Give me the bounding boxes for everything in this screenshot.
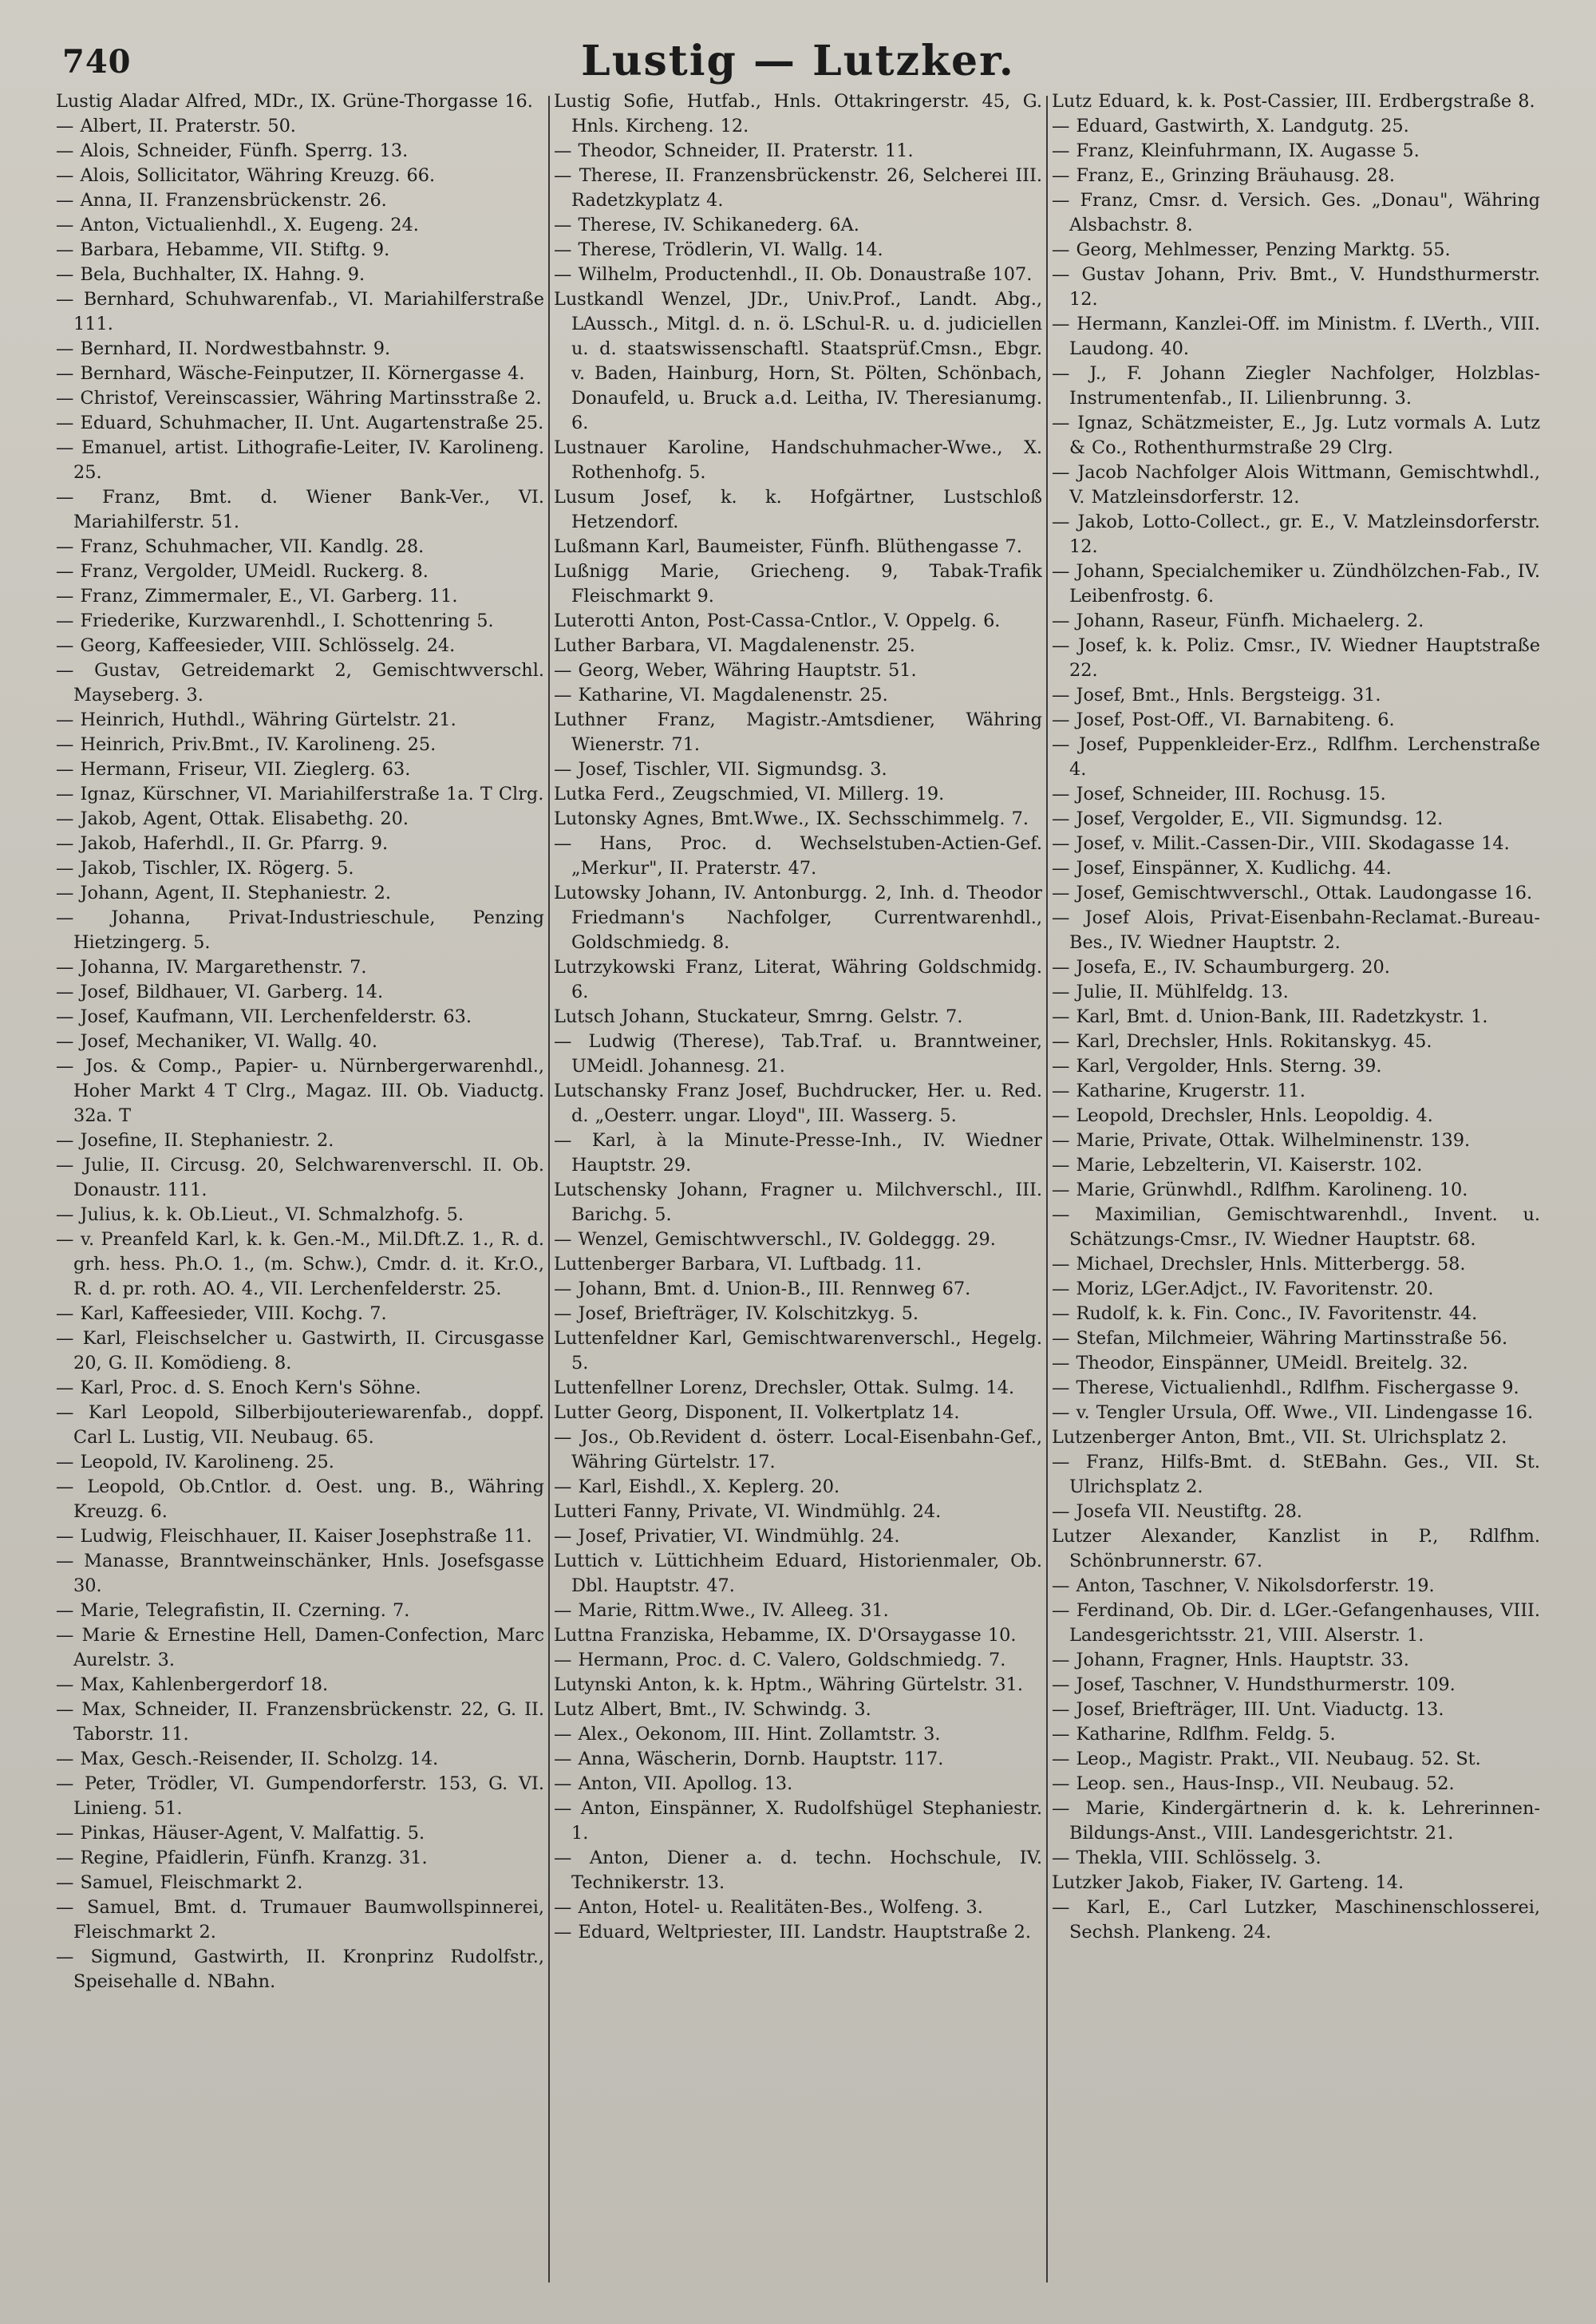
directory-entry: — Samuel, Fleischmarkt 2.	[56, 1872, 303, 1893]
directory-entry: — Johann, Specialchemiker u. Zündhölzchen-Fab., IV. Leibenfrostg. 6.	[1052, 561, 1540, 607]
directory-entry: — Regine, Pfaidlerin, Fünfh. Kranzg. 31.	[56, 1848, 428, 1868]
column-right	[1052, 89, 1540, 2292]
directory-entry: — Marie, Lebzelterin, VI. Kaiserstr. 102.	[1052, 1155, 1423, 1176]
directory-entry: Lutz Albert, Bmt., IV. Schwindg. 3.	[554, 1699, 871, 1720]
directory-entry: Lutzer Alexander, Kanzlist in P., Rdlfhm. Schönbrunnerstr. 67.	[1052, 1526, 1540, 1571]
directory-entry: — Eduard, Weltpriester, III. Landstr. Hauptstraße 2.	[554, 1922, 1032, 1943]
directory-entry: — Anton, Diener a. d. techn. Hochschule, IV. Technikerstr. 13.	[554, 1848, 1042, 1893]
directory-entry: — Marie, Telegrafistin, II. Czerning. 7.	[56, 1600, 410, 1621]
directory-entry: — Therese, II. Franzensbrückenstr. 26, Selcherei III. Radetzkyplatz 4.	[554, 165, 1042, 211]
directory-entry: — Max, Schneider, II. Franzensbrückenstr. 22, G. II. Taborstr. 11.	[56, 1699, 544, 1745]
directory-entry: — Georg, Weber, Währing Hauptstr. 51.	[554, 660, 917, 681]
directory-entry: Luther Barbara, VI. Magdalenenstr. 25.	[554, 635, 915, 656]
directory-entry: — Georg, Mehlmesser, Penzing Marktg. 55.	[1052, 239, 1451, 260]
directory-entry: — Marie, Kindergärtnerin d. k. k. Lehrerinnen-Bildungs-Anst., VIII. Landesgerichtstr. 21.	[1052, 1798, 1540, 1844]
directory-entry: — Josef, Vergolder, E., VII. Sigmundsg. 12.	[1052, 808, 1444, 829]
directory-entry: Luttenberger Barbara, VI. Luftbadg. 11.	[554, 1254, 922, 1275]
directory-entry: — Karl, Bmt. d. Union-Bank, III. Radetzkystr. 1.	[1052, 1006, 1488, 1027]
directory-entry: — Johann, Bmt. d. Union-B., III. Rennweg 67.	[554, 1279, 971, 1299]
directory-entry: — Theodor, Schneider, II. Praterstr. 11.	[554, 140, 914, 161]
directory-entry: Lußmann Karl, Baumeister, Fünfh. Blüthengasse 7.	[554, 536, 1022, 557]
directory-entry: — Josef Alois, Privat-Eisenbahn-Reclamat.-Bureau-Bes., IV. Wiedner Hauptstr. 2.	[1052, 907, 1540, 953]
directory-entry: — Josef, v. Milit.-Cassen-Dir., VIII. Skodagasse 14.	[1052, 833, 1510, 854]
directory-entry: — Karl, Eishdl., X. Keplerg. 20.	[554, 1476, 840, 1497]
directory-entry: Luterotti Anton, Post-Cassa-Cntlor., V. Oppelg. 6.	[554, 611, 1001, 631]
directory-entry: — Josef, Einspänner, X. Kudlichg. 44.	[1052, 858, 1392, 879]
directory-entry: Lutrzykowski Franz, Literat, Währing Goldschmidg. 6.	[554, 957, 1042, 1002]
directory-entry: — Georg, Kaffeesieder, VIII. Schlösselg. 24.	[56, 635, 456, 656]
directory-entry: Lutzker Jakob, Fiaker, IV. Garteng. 14.	[1052, 1872, 1404, 1893]
directory-entry: — Johann, Fragner, Hnls. Hauptstr. 33.	[1052, 1650, 1409, 1670]
directory-entry: — Franz, Vergolder, UMeidl. Ruckerg. 8.	[56, 561, 429, 582]
directory-entry: — Therese, Trödlerin, VI. Wallg. 14.	[554, 239, 883, 260]
directory-entry: — Franz, Cmsr. d. Versich. Ges. „Donau", Währing Alsbachstr. 8.	[1052, 190, 1540, 235]
directory-entry: — Hermann, Friseur, VII. Zieglerg. 63.	[56, 759, 411, 780]
directory-entry: — Eduard, Gastwirth, X. Landgutg. 25.	[1052, 116, 1409, 136]
directory-entry: — Albert, II. Praterstr. 50.	[56, 116, 296, 136]
column-divider	[548, 96, 550, 2282]
directory-entry: Lutz Eduard, k. k. Post-Cassier, III. Erdbergstraße 8.	[1052, 91, 1535, 112]
directory-entry: Luttenfeldner Karl, Gemischtwarenverschl., Hegelg. 5.	[554, 1328, 1042, 1373]
directory-entry: — Barbara, Hebamme, VII. Stiftg. 9.	[56, 239, 390, 260]
page-title: Lustig — Lutzker.	[581, 37, 1015, 85]
directory-entry: — Manasse, Branntweinschänker, Hnls. Josefsgasse 30.	[56, 1551, 544, 1596]
directory-entry: — Leopold, Ob.Cntlor. d. Oest. ung. B., Währing Kreuzg. 6.	[56, 1476, 544, 1522]
directory-entry: Luttich v. Lüttichheim Eduard, Historienmaler, Ob. Dbl. Hauptstr. 47.	[554, 1551, 1042, 1596]
directory-entry: — Anna, Wäscherin, Dornb. Hauptstr. 117.	[554, 1749, 944, 1769]
directory-entry: — Jos. & Comp., Papier- u. Nürnbergerwarenhdl., Hoher Markt 4 T Clrg., Magaz. III. Ob. Viaductg. 32a. T	[56, 1056, 544, 1126]
directory-entry: Luthner Franz, Magistr.-Amtsdiener, Währing Wienerstr. 71.	[554, 709, 1042, 755]
directory-entry: — Jacob Nachfolger Alois Wittmann, Gemischtwhdl., V. Matzleinsdorferstr. 12.	[1052, 462, 1540, 508]
directory-entry: — Josef, Bmt., Hnls. Bergsteigg. 31.	[1052, 685, 1381, 706]
directory-entry: — Josef, Mechaniker, VI. Wallg. 40.	[56, 1031, 377, 1052]
directory-entry: — Alex., Oekonom, III. Hint. Zollamtstr. 3.	[554, 1724, 941, 1745]
directory-entry: Lutschansky Franz Josef, Buchdrucker, Her. u. Red. d. „Oesterr. ungar. Lloyd", III. Wasserg. 5.	[554, 1081, 1042, 1126]
column-left	[56, 89, 544, 2292]
directory-entry: — Josef, k. k. Poliz. Cmsr., IV. Wiedner Hauptstraße 22.	[1052, 635, 1540, 681]
directory-entry: Lutynski Anton, k. k. Hptm., Währing Gürtelstr. 31.	[554, 1674, 1024, 1695]
directory-entry: — Johanna, IV. Margarethenstr. 7.	[56, 957, 367, 978]
directory-entry: — Bela, Buchhalter, IX. Hahng. 9.	[56, 264, 365, 285]
directory-entry: — Franz, E., Grinzing Bräuhausg. 28.	[1052, 165, 1396, 186]
directory-entry: — Julius, k. k. Ob.Lieut., VI. Schmalzhofg. 5.	[56, 1204, 464, 1225]
directory-entry: — Moriz, LGer.Adjct., IV. Favoritenstr. 20.	[1052, 1279, 1434, 1299]
directory-entry: — Josef, Post-Off., VI. Barnabiteng. 6.	[1052, 709, 1395, 730]
page-header	[56, 32, 1540, 96]
directory-entry: — Ignaz, Schätzmeister, E., Jg. Lutz vormals A. Lutz & Co., Rothenthurmstraße 29 Clrg.	[1052, 413, 1540, 458]
directory-entry: — Thekla, VIII. Schlösselg. 3.	[1052, 1848, 1321, 1868]
directory-entry: — Pinkas, Häuser-Agent, V. Malfattig. 5.	[56, 1823, 425, 1844]
directory-entry: — Marie, Private, Ottak. Wilhelminenstr. 139.	[1052, 1130, 1471, 1151]
directory-entry: — Josef, Bildhauer, VI. Garberg. 14.	[56, 982, 384, 1002]
directory-entry: — Franz, Kleinfuhrmann, IX. Augasse 5.	[1052, 140, 1420, 161]
directory-entry: — Josefine, II. Stephaniestr. 2.	[56, 1130, 334, 1151]
directory-entry: — Heinrich, Priv.Bmt., IV. Karolineng. 25.	[56, 734, 437, 755]
directory-entry: — Rudolf, k. k. Fin. Conc., IV. Favoritenstr. 44.	[1052, 1303, 1478, 1324]
directory-entry: Lustkandl Wenzel, JDr., Univ.Prof., Landt. Abg., LAussch., Mitgl. d. n. ö. LSchul-R. u. d. judiciellen u. d. staatswissenschaftl. Staatsprüf.Cmsn., Ebgr. v. Baden, Hainburg, Horn, St. Pölten, Schönbach, Donaufeld, u. Bruck a.d. Leitha, IV. Theresianumg. 6.	[554, 289, 1042, 433]
directory-entry: — Ludwig, Fleischhauer, II. Kaiser Josephstraße 11.	[56, 1526, 532, 1547]
directory-entry: Lusum Josef, k. k. Hofgärtner, Lustschloß Hetzendorf.	[554, 487, 1042, 532]
directory-entry: — Katharine, Krugerstr. 11.	[1052, 1081, 1306, 1101]
directory-entry: — Franz, Zimmermaler, E., VI. Garberg. 11.	[56, 586, 458, 607]
directory-entry: — Leop., Magistr. Prakt., VII. Neubaug. 52. St.	[1052, 1749, 1481, 1769]
directory-entry: — Jakob, Lotto-Collect., gr. E., V. Matzleinsdorferstr. 12.	[1052, 512, 1540, 557]
directory-entry: — Josef, Taschner, V. Hundsthurmerstr. 109.	[1052, 1674, 1456, 1695]
directory-entry: — Josef, Gemischtwverschl., Ottak. Laudongasse 16.	[1052, 883, 1533, 903]
directory-entry: — Bernhard, II. Nordwestbahnstr. 9.	[56, 338, 391, 359]
directory-entry: — Jakob, Tischler, IX. Rögerg. 5.	[56, 858, 354, 879]
directory-entry: — Ludwig (Therese), Tab.Traf. u. Branntweiner, UMeidl. Johannesg. 21.	[554, 1031, 1042, 1077]
column-middle	[554, 89, 1042, 2292]
directory-entry: — Karl, E., Carl Lutzker, Maschinenschlosserei, Sechsh. Plankeng. 24.	[1052, 1897, 1540, 1943]
directory-entry: Lustnauer Karoline, Handschuhmacher-Wwe., X. Rothenhofg. 5.	[554, 437, 1042, 483]
directory-entry: — Karl, Proc. d. S. Enoch Kern's Söhne.	[56, 1377, 421, 1398]
directory-entry: — Karl, Kaffeesieder, VIII. Kochg. 7.	[56, 1303, 387, 1324]
directory-entry: — Karl Leopold, Silberbijouteriewarenfab., doppf. Carl L. Lustig, VII. Neubaug. 65.	[56, 1402, 544, 1448]
directory-entry: Lußnigg Marie, Griecheng. 9, Tabak-Trafik Fleischmarkt 9.	[554, 561, 1042, 607]
directory-entry: — Friederike, Kurzwarenhdl., I. Schottenring 5.	[56, 611, 494, 631]
directory-entry: — Leopold, Drechsler, Hnls. Leopoldig. 4.	[1052, 1105, 1433, 1126]
directory-entry: Lustig Aladar Alfred, MDr., IX. Grüne-Thorgasse 16.	[56, 91, 533, 112]
directory-entry: — Anton, VII. Apollog. 13.	[554, 1773, 793, 1794]
directory-entry: Luttna Franziska, Hebamme, IX. D'Orsaygasse 10.	[554, 1625, 1017, 1646]
directory-entry: — Wenzel, Gemischtwverschl., IV. Goldeggg. 29.	[554, 1229, 996, 1250]
directory-entry: — J., F. Johann Ziegler Nachfolger, Holzblas-Instrumentenfab., II. Lilienbrunng. 3.	[1052, 363, 1540, 409]
directory-entry: — Anton, Hotel- u. Realitäten-Bes., Wolfeng. 3.	[554, 1897, 983, 1918]
directory-entry: Luttenfellner Lorenz, Drechsler, Ottak. Sulmg. 14.	[554, 1377, 1015, 1398]
directory-entry: — Josef, Puppenkleider-Erz., Rdlfhm. Lerchenstraße 4.	[1052, 734, 1540, 780]
directory-entry: — Marie, Rittm.Wwe., IV. Alleeg. 31.	[554, 1600, 889, 1621]
directory-entry: Lutsch Johann, Stuckateur, Smrng. Gelstr. 7.	[554, 1006, 963, 1027]
directory-entry: — Leopold, IV. Karolineng. 25.	[56, 1452, 334, 1472]
directory-entry: — Hermann, Kanzlei-Off. im Ministm. f. LVerth., VIII. Laudong. 40.	[1052, 314, 1540, 359]
directory-entry: — Jos., Ob.Revident d. österr. Local-Eisenbahn-Gef., Währing Gürtelstr. 17.	[554, 1427, 1042, 1472]
directory-entry: Lustig Sofie, Hutfab., Hnls. Ottakringerstr. 45, G. Hnls. Kircheng. 12.	[554, 91, 1042, 136]
directory-entry: — Maximilian, Gemischtwarenhdl., Invent. u. Schätzungs-Cmsr., IV. Wiedner Hauptstr. 68.	[1052, 1204, 1540, 1250]
directory-entry: — Marie & Ernestine Hell, Damen-Confection, Marc Aurelstr. 3.	[56, 1625, 544, 1670]
directory-entry: — Josef, Privatier, VI. Windmühlg. 24.	[554, 1526, 900, 1547]
directory-entry: — Heinrich, Huthdl., Währing Gürtelstr. 21.	[56, 709, 456, 730]
directory-entry: Lutzenberger Anton, Bmt., VII. St. Ulrichsplatz 2.	[1052, 1427, 1507, 1448]
directory-entry: — Franz, Bmt. d. Wiener Bank-Ver., VI. Mariahilferstr. 51.	[56, 487, 544, 532]
directory-entry: — Bernhard, Wäsche-Feinputzer, II. Körnergasse 4.	[56, 363, 525, 384]
directory-entry: — Franz, Schuhmacher, VII. Kandlg. 28.	[56, 536, 425, 557]
directory-entry: — v. Preanfeld Karl, k. k. Gen.-M., Mil.Dft.Z. 1., R. d. grh. hess. Ph.O. 1., (m. Schw.), Cmdr. d. it. Kr.O., R. d. pr. roth. AO. 4., VII. Lerchenfelderstr. 25.	[56, 1229, 544, 1299]
directory-entry: — Katharine, VI. Magdalenenstr. 25.	[554, 685, 888, 706]
directory-entry: — Jakob, Agent, Ottak. Elisabethg. 20.	[56, 808, 409, 829]
directory-entry: Lutonsky Agnes, Bmt.Wwe., IX. Sechsschimmelg. 7.	[554, 808, 1029, 829]
directory-entry: — Josef, Schneider, III. Rochusg. 15.	[1052, 784, 1386, 804]
directory-entry: — Karl, à la Minute-Presse-Inh., IV. Wiedner Hauptstr. 29.	[554, 1130, 1042, 1176]
directory-entry: — Franz, Hilfs-Bmt. d. StEBahn. Ges., VII. St. Ulrichsplatz 2.	[1052, 1452, 1540, 1497]
directory-entry: — Hermann, Proc. d. C. Valero, Goldschmiedg. 7.	[554, 1650, 1006, 1670]
directory-entry: — Christof, Vereinscassier, Währing Martinsstraße 2.	[56, 388, 542, 409]
directory-entry: Lutter Georg, Disponent, II. Volkertplatz 14.	[554, 1402, 960, 1423]
directory-entry: — Johann, Agent, II. Stephaniestr. 2.	[56, 883, 391, 903]
directory-entry: — Therese, IV. Schikanederg. 6A.	[554, 215, 859, 235]
directory-entry: — Julie, II. Mühlfeldg. 13.	[1052, 982, 1289, 1002]
directory-entry: — Karl, Fleischselcher u. Gastwirth, II. Circusgasse 20, G. II. Komödieng. 8.	[56, 1328, 544, 1373]
directory-entry: — Josef, Tischler, VII. Sigmundsg. 3.	[554, 759, 887, 780]
directory-entry: — Hans, Proc. d. Wechselstuben-Actien-Gef. „Merkur", II. Praterstr. 47.	[554, 833, 1042, 879]
directory-entry: — Emanuel, artist. Lithografie-Leiter, IV. Karolineng. 25.	[56, 437, 544, 483]
directory-entry: — Julie, II. Circusg. 20, Selchwarenverschl. II. Ob. Donaustr. 111.	[56, 1155, 544, 1200]
directory-entry: Lutschensky Johann, Fragner u. Milchverschl., III. Barichg. 5.	[554, 1180, 1042, 1225]
directory-entry: — Marie, Grünwhdl., Rdlfhm. Karolineng. 10.	[1052, 1180, 1468, 1200]
directory-entry: — Sigmund, Gastwirth, II. Kronprinz Rudolfstr., Speisehalle d. NBahn.	[56, 1947, 544, 1992]
directory-entry: — Ferdinand, Ob. Dir. d. LGer.-Gefangenhauses, VIII. Landesgerichtsstr. 21, VIII. Alserstr. 1.	[1052, 1600, 1540, 1646]
directory-entry: — Alois, Schneider, Fünfh. Sperrg. 13.	[56, 140, 409, 161]
directory-entry: — Jakob, Haferhdl., II. Gr. Pfarrg. 9.	[56, 833, 389, 854]
directory-entry: — Ignaz, Kürschner, VI. Mariahilferstraße 1a. T Clrg.	[56, 784, 544, 804]
directory-entry: — Stefan, Milchmeier, Währing Martinsstraße 56.	[1052, 1328, 1508, 1349]
directory-entry: Lutowsky Johann, IV. Antonburgg. 2, Inh. d. Theodor Friedmann's Nachfolger, Currentwarenhdl., Goldschmiedg. 8.	[554, 883, 1042, 953]
directory-entry: — Katharine, Rdlfhm. Feldg. 5.	[1052, 1724, 1336, 1745]
directory-entry: — Josef, Briefträger, III. Unt. Viaductg. 13.	[1052, 1699, 1444, 1720]
directory-entry: — Johann, Raseur, Fünfh. Michaelerg. 2.	[1052, 611, 1424, 631]
column-divider	[1046, 96, 1048, 2282]
directory-entry: — Karl, Vergolder, Hnls. Sterng. 39.	[1052, 1056, 1382, 1077]
directory-entry: — Josef, Briefträger, IV. Kolschitzkyg. 5.	[554, 1303, 919, 1324]
directory-entry: — Theodor, Einspänner, UMeidl. Breitelg. 32.	[1052, 1353, 1468, 1373]
directory-entry: — v. Tengler Ursula, Off. Wwe., VII. Lindengasse 16.	[1052, 1402, 1534, 1423]
directory-entry: — Anton, Taschner, V. Nikolsdorferstr. 19.	[1052, 1575, 1435, 1596]
directory-entry: — Anton, Victualienhdl., X. Eugeng. 24.	[56, 215, 419, 235]
directory-entry: — Gustav, Getreidemarkt 2, Gemischtwverschl. Mayseberg. 3.	[56, 660, 544, 706]
directory-entry: Lutteri Fanny, Private, VI. Windmühlg. 24.	[554, 1501, 942, 1522]
directory-entry: — Anton, Einspänner, X. Rudolfshügel Stephaniestr. 1.	[554, 1798, 1042, 1844]
directory-entry: — Karl, Drechsler, Hnls. Rokitanskyg. 45.	[1052, 1031, 1432, 1052]
directory-entry: — Therese, Victualienhdl., Rdlfhm. Fischergasse 9.	[1052, 1377, 1519, 1398]
directory-entry: — Peter, Trödler, VI. Gumpendorferstr. 153, G. VI. Linieng. 51.	[56, 1773, 544, 1819]
directory-entry: — Anna, II. Franzensbrückenstr. 26.	[56, 190, 387, 211]
directory-entry: — Bernhard, Schuhwarenfab., VI. Mariahilferstraße 111.	[56, 289, 544, 334]
directory-entry: — Wilhelm, Productenhdl., II. Ob. Donaustraße 107.	[554, 264, 1033, 285]
directory-entry: — Josef, Kaufmann, VII. Lerchenfelderstr. 63.	[56, 1006, 472, 1027]
directory-entry: — Eduard, Schuhmacher, II. Unt. Augartenstraße 25.	[56, 413, 544, 433]
directory-entry: Lutka Ferd., Zeugschmied, VI. Millerg. 19.	[554, 784, 945, 804]
directory-entry: — Alois, Sollicitator, Währing Kreuzg. 66.	[56, 165, 436, 186]
entry-columns	[56, 89, 1540, 2292]
directory-entry: — Josefa, E., IV. Schaumburgerg. 20.	[1052, 957, 1390, 978]
directory-entry: — Gustav Johann, Priv. Bmt., V. Hundsthurmerstr. 12.	[1052, 264, 1540, 310]
directory-entry: — Leop. sen., Haus-Insp., VII. Neubaug. 52.	[1052, 1773, 1455, 1794]
directory-entry: — Max, Gesch.-Reisender, II. Scholzg. 14.	[56, 1749, 439, 1769]
directory-entry: — Michael, Drechsler, Hnls. Mitterbergg. 58.	[1052, 1254, 1466, 1275]
directory-entry: — Max, Kahlenbergerdorf 18.	[56, 1674, 329, 1695]
page-number: 740	[62, 43, 132, 81]
directory-entry: — Johanna, Privat-Industrieschule, Penzing Hietzingerg. 5.	[56, 907, 544, 953]
directory-entry: — Samuel, Bmt. d. Trumauer Baumwollspinnerei, Fleischmarkt 2.	[56, 1897, 544, 1943]
directory-entry: — Josefa VII. Neustiftg. 28.	[1052, 1501, 1302, 1522]
